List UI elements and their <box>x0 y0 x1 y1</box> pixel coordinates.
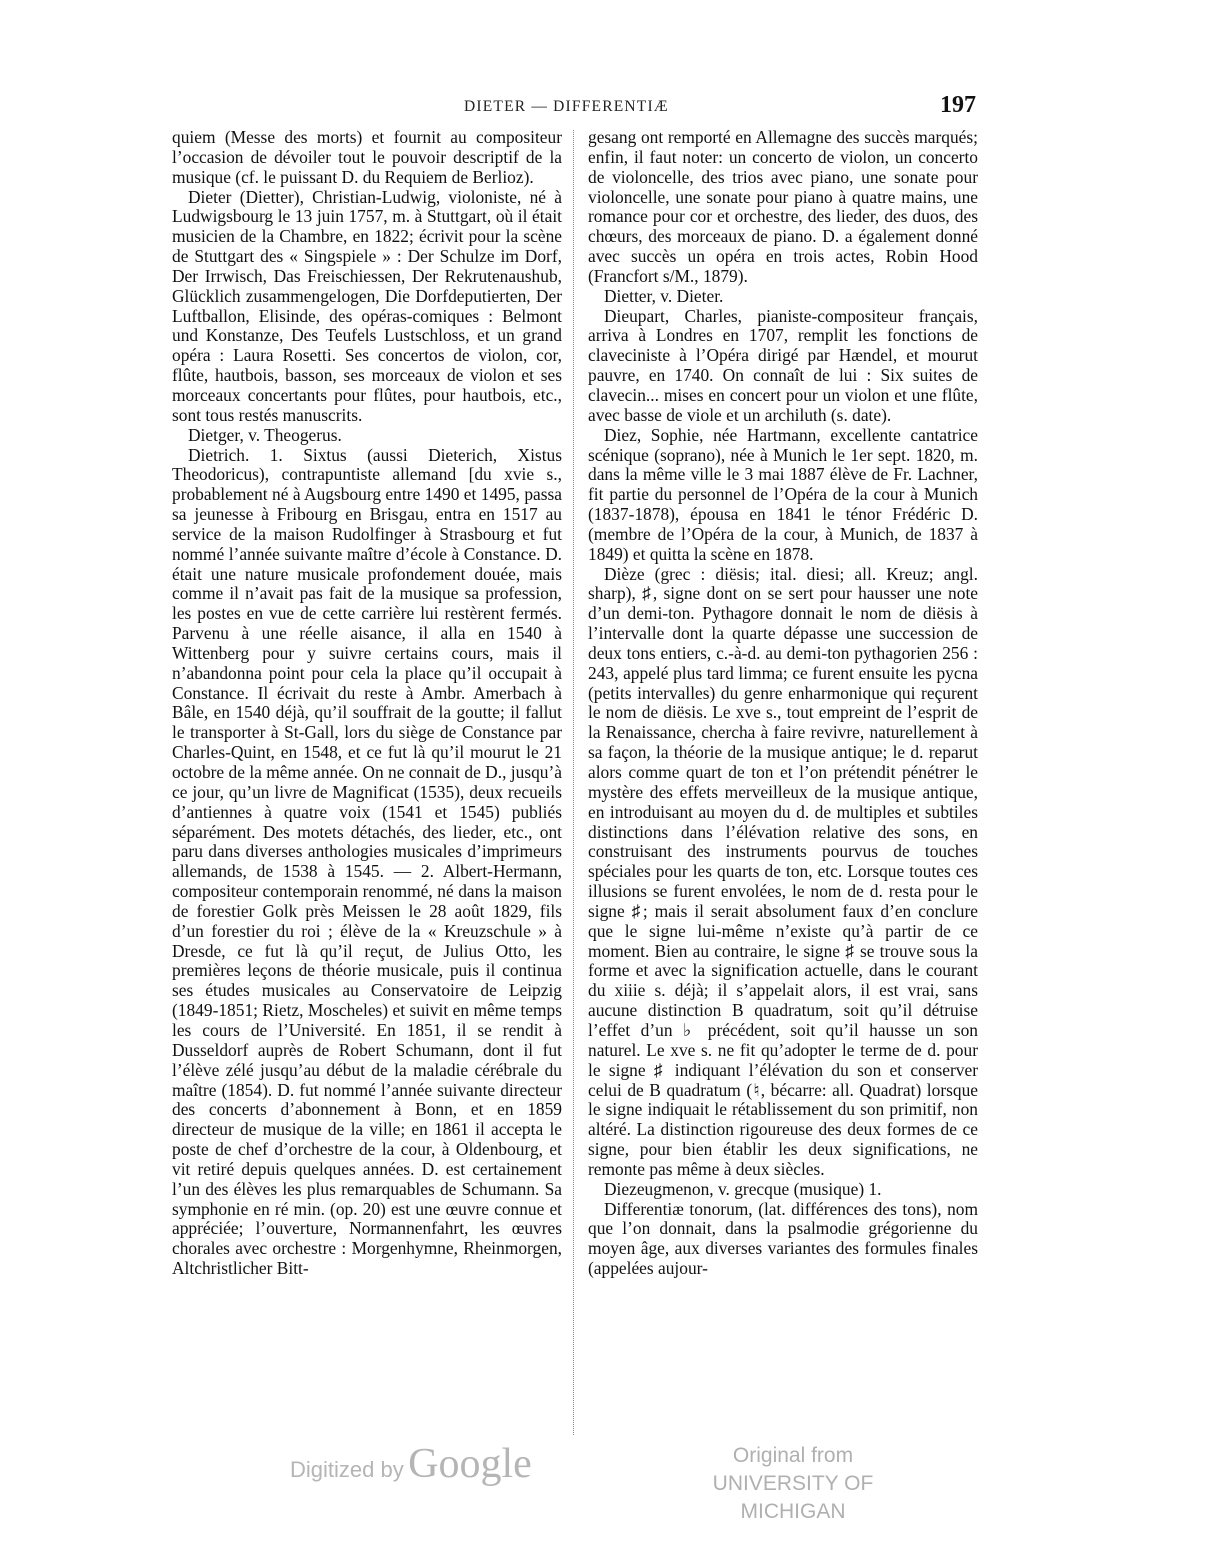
entry-dietger: Dietger, v. Theogerus. <box>188 424 342 445</box>
running-title: DIETER — DIFFERENTIÆ <box>464 98 669 115</box>
entry-differentiae: Differentiæ tonorum, (lat. différences des tons), nom que l’on donnait, dans la psalmodie grégorienne du moyen âge, aux diverses variantes des formules finales (appelées aujour- <box>588 1198 978 1279</box>
digitized-by-label: Digitized by <box>290 1457 404 1482</box>
entry-dieze: Dièze (grec : diësis; ital. diesi; all. Kreuz; angl. sharp), ♯, signe dont on se sert pour hausser une note d’un demi-ton. Pythagore donnait le nom de diësis à l’intervalle dont la quarte dépasse une succession de deux tons entiers, c.-à-d. au demi-ton pythagorien 256 : 243, appelé plus tard limma; ce furent ensuite les pycna (petits intervalles) du genre enharmonique qui reçurent le nom de diësis. Le xve s., tout empreint de l’esprit de la Renaissance, chercha à faire revivre, naturellement à sa façon, la théorie de la musique antique; le d. reparut alors comme quart de ton et l’on prétendit pénétrer le mystère des effets merveilleux de la musique antique, en introduisant au moyen du d. de multiples et subtiles distinctions dans l’élévation relative des sons, en construisant des instruments pourvus de touches spéciales pour les quarts de ton, etc. Lorsque toutes ces illusions se furent envolées, le nom de d. resta pour le signe ♯; mais il serait absolument faux d’en conclure que le signe lui-même n’existe qu’à partir de ce moment. Bien au contraire, le signe ♯ se trouve sous la forme et avec la signification actuelle, dans le courant du xiiie s. déjà; il s’appelait alors, il est vrai, sans aucune distinction B quadratum, soit qu’il détruise l’effet d’un ♭ précédent, soit qu’il hausse un son naturel. Le xve s. ne fit qu’adopter le terme de d. pour le signe ♯ indiquant l’élévation du son et conserver celui de B quadratum (♮, bécarre: all. Quadrat) lorsque le signe indiquait le rétablissement du son primitif, non altéré. La distinction rigoureuse des deux formes de ce signe, pour bien établir les deux significations, ne remonte pas même à deux siècles. <box>588 563 978 1179</box>
entry-dietrich-continuation: gesang ont remporté en Allemagne des succès marqués; enfin, il faut noter: un concerto de violon, un concerto de violoncelle, des trios avec piano, une sonate pour violoncelle, une sonate pour piano à quatre mains, une romance pour cor et orchestre, des lieder, des duos, des chœurs, des morceaux de piano. D. a également donné avec succès un opéra en trois actes, Robin Hood (Francfort s/M., 1879). <box>588 127 978 286</box>
original-from-watermark <box>668 1442 918 1526</box>
left-column <box>172 128 562 1279</box>
google-logo: Google <box>408 1441 532 1487</box>
entry-dietrich: Dietrich. 1. Sixtus (aussi Dieterich, Xistus Theodoricus), contrapuntiste allemand [du xvie s., probablement né à Augsbourg entre 1490 et 1495, passa sa jeunesse à Fribourg en Brisgau, entra en 1517 au service de la maison Rudolfinger à Strasbourg et fut nommé l’année suivante maître d’école à Constance. D. était une nature musicale profondement douée, mais comme il n’avait pas fait de la musique sa profession, les postes en vue de cette carrière lui restèrent fermés. Parvenu à une réelle aisance, il alla en 1540 à Wittenberg pour y suivre certains cours, mais il n’abandonna point pour cela la place qu’il occupait à Constance. Il écrivait du reste à Ambr. Amerbach à Bâle, en 1540 déjà, qu’il souffrait de la goutte; il fallut le transporter à St-Gall, lors du siège de Constance par Charles-Quint, en 1548, et ce fut là qu’il mourut le 21 octobre de la même année. On ne connait de D., jusqu’à ce jour, qu’un livre de Magnificat (1535), deux recueils d’antiennes à quatre voix (1541 et 1545) publiés séparément. Des motets détachés, des lieder, etc., ont paru dans diverses anthologies musicales d’imprimeurs allemands, de 1538 à 1545. — 2. Albert-Hermann, compositeur contemporain renommé, né dans la maison de forestier Golk près Meissen le 28 août 1829, fils d’un forestier du roi ; élève de la « Kreuzschule » à Dresde, ce fut là qu’il reçut, de Julius Otto, les premières leçons de théorie musicale, puis il continua ses études musicales au Conservatoire de Leipzig (1849-1851; Rietz, Moscheles) et suivit en même temps les cours de l’Université. En 1851, il se rendit à Dusseldorf auprès de Robert Schumann, dont il fut l’élève zélé jusqu’au début de la maladie cérébrale du maître (1854). D. fut nommé l’année suivante directeur des concerts d’abonnement à Bonn, et en 1859 directeur de musique de la ville; en 1861 il accepta le poste de chef d’orchestre de la cour, à Oldenbourg, et vit retiré depuis quelques années. D. est certainement l’un des élèves les plus remarquables de Schumann. Sa symphonie en ré min. (op. 20) est une œuvre connue et appréciée; l’ouverture, Normannenfahrt, les œuvres chorales avec orchestre : Morgenhymne, Rheinmorgen, Altchristlicher Bitt- <box>172 444 562 1279</box>
entry-dietter: Dietter, v. Dieter. <box>604 285 724 306</box>
right-column <box>588 128 978 1279</box>
entry-diez: Diez, Sophie, née Hartmann, excellente cantatrice scénique (soprano), née à Munich le 1er sept. 1820, m. dans la même ville le 3 mai 1887 élève de Fr. Lachner, fit partie du personnel de l’Opéra de la cour à Munich (1837-1878), épousa en 1841 le ténor Frédéric D. (membre de l’Opéra de la cour, à Munich, de 1837 à 1849) et quitta la scène en 1878. <box>588 424 978 564</box>
digitized-by-watermark <box>290 1440 532 1488</box>
page-header <box>172 92 976 124</box>
page-number: 197 <box>940 92 976 118</box>
entry-requiem-continuation: quiem (Messe des morts) et fournit au compositeur l’occasion de dévoiler tout le pouvoir descriptif de la musique (cf. le puissant D. du Requiem de Berlioz). <box>172 127 562 187</box>
original-from-label: Original from <box>732 1444 854 1467</box>
university-label: UNIVERSITY OF MICHIGAN <box>712 1472 874 1523</box>
column-divider <box>573 130 574 1435</box>
entry-diezeugmenon: Diezeugmenon, v. grecque (musique) 1. <box>604 1178 882 1199</box>
entry-dieter: Dieter (Dietter), Christian-Ludwig, violoniste, né à Ludwigsbourg le 13 juin 1757, m. à Stuttgart, où il était musicien de la Chambre, en 1822; écrivit pour la scène de Stuttgart des « Singspiele » : Der Schulze im Dorf, Der Irrwisch, Das Freischiessen, Der Rekrutenaushub, Glücklich zusammengelogen, Die Dorfdeputierten, Der Luftballon, Elisinde, des opéras-comiques : Belmont und Konstanze, Des Teufels Lustschloss, et un grand opéra : Laura Rosetti. Ses concertos de violon, cor, flûte, hautbois, basson, ses morceaux de violon et ses morceaux concertants pour flûtes, pour hautbois, etc., sont tous restés manuscrits. <box>172 186 562 425</box>
entry-dieupart: Dieupart, Charles, pianiste-compositeur français, arriva à Londres en 1707, remplit les fonctions de claveciniste à l’Opéra dirigé par Hændel, et mourut pauvre, en 1740. On connaît de lui : Six suites de clavecin... mises en concert pour un violon et une flûte, avec basse de viole et un archiluth (s. date). <box>588 305 978 425</box>
